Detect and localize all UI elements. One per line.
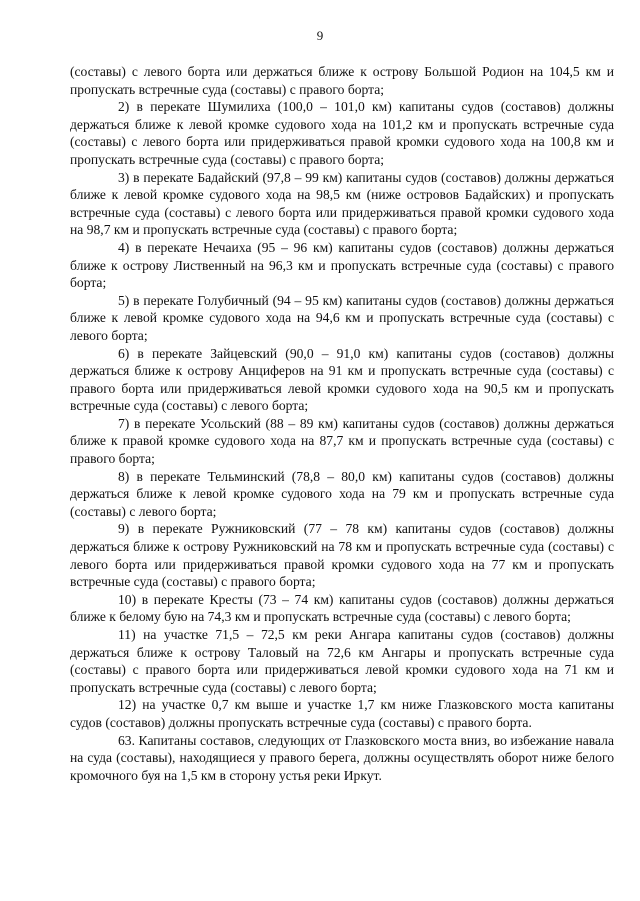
paragraph-item-5: 5) в перекате Голубичный (94 – 95 км) капитаны судов (составов) должны держаться ближе к левой кромке судового хода на 94,6 км и пропускать встречные суда (составы) с левого борта; — [70, 292, 614, 343]
paragraph-item-3: 3) в перекате Бадайский (97,8 – 99 км) капитаны судов (составов) должны держаться ближе к левой кромке судового хода на 98,5 км (ниже островов Бадайских) и пропускать встречные суда (составы) с левого борта или придерживаться правой кромки судового хода на 98,7 км и пропускать встречные суда (составы) с правого борта; — [70, 169, 614, 238]
paragraph-item-11: 11) на участке 71,5 – 72,5 км реки Ангара капитаны судов (составов) должны держаться ближе к острову Таловый на 72,6 км Ангары и пропускать встречные суда (составы) с правого борта или придерживаться левой кромки судового хода на 71 км и пропускать встречные суда (составы) с левого борта; — [70, 627, 614, 695]
paragraph-clause-63: 63. Капитаны составов, следующих от Глазковского моста вниз, во избежание навала на суда (составы), находящиеся у правого берега, должны осуществлять оборот ниже белого кромочного буя на 1,5 км в сторону устья реки Иркут. — [70, 732, 614, 783]
paragraph-item-7: 7) в перекате Усольский (88 – 89 км) капитаны судов (составов) должны держаться ближе к правой кромке судового хода на 87,7 км и пропускать встречные суда (составы) с правого борта; — [70, 415, 614, 467]
paragraph-item-9: 9) в перекате Ружниковский (77 – 78 км) капитаны судов (составов) должны держаться ближе к острову Ружниковский на 78 км и пропускать встречные суда (составы) с левого борта или придерживаться правой кромки судового хода на 77 км и пропускать встречные суда (составы) с правого борта; — [70, 521, 614, 590]
paragraph-item-12: 12) на участке 0,7 км выше и участке 1,7 км ниже Глазковского моста капитаны судов (составов) должны пропускать встречные суда (составы) с правого борта. — [70, 697, 614, 730]
paragraph-item-10: 10) в перекате Кресты (73 – 74 км) капитаны судов (составов) должны держаться ближе к белому бую на 74,3 км и пропускать встречные суда (составы) с левого борта; — [70, 591, 614, 625]
paragraph-item-6: 6) в перекате Зайцевский (90,0 – 91,0 км) капитаны судов (составов) должны держаться ближе к острову Анциферов на 91 км и пропускать встречные суда (составы) с правого борта или придерживаться левой кромки судового хода на 90,5 км и пропускать встречные суда (составы) с левого борта; — [70, 345, 614, 414]
paragraph-continuation: (составы) с левого борта или держаться ближе к острову Большой Родион на 104,5 км и пропускать встречные суда (составы) с правого борта; — [70, 64, 614, 97]
paragraph-item-4: 4) в перекате Нечаиха (95 – 96 км) капитаны судов (составов) должны держаться ближе к острову Лиственный на 96,3 км и пропускать встречные суда (составы) с правого борта; — [70, 239, 614, 291]
paragraph-item-8: 8) в перекате Тельминский (78,8 – 80,0 км) капитаны судов (составов) должны держаться ближе к левой кромке судового хода на 79 км и пропускать встречные суда (составы) с левого борта; — [70, 468, 614, 519]
page-number: 9 — [316, 28, 324, 43]
document-body — [70, 63, 614, 784]
paragraph-item-2: 2) в перекате Шумилиха (100,0 – 101,0 км) капитаны судов (составов) должны держаться ближе к левой кромке судового хода на 101,2 км и пропускать встречные суда (составы) с левого борта или придерживаться правой кромки судового хода на 100,8 км и пропускать встречные суда (составы) с правого борта; — [70, 99, 614, 167]
